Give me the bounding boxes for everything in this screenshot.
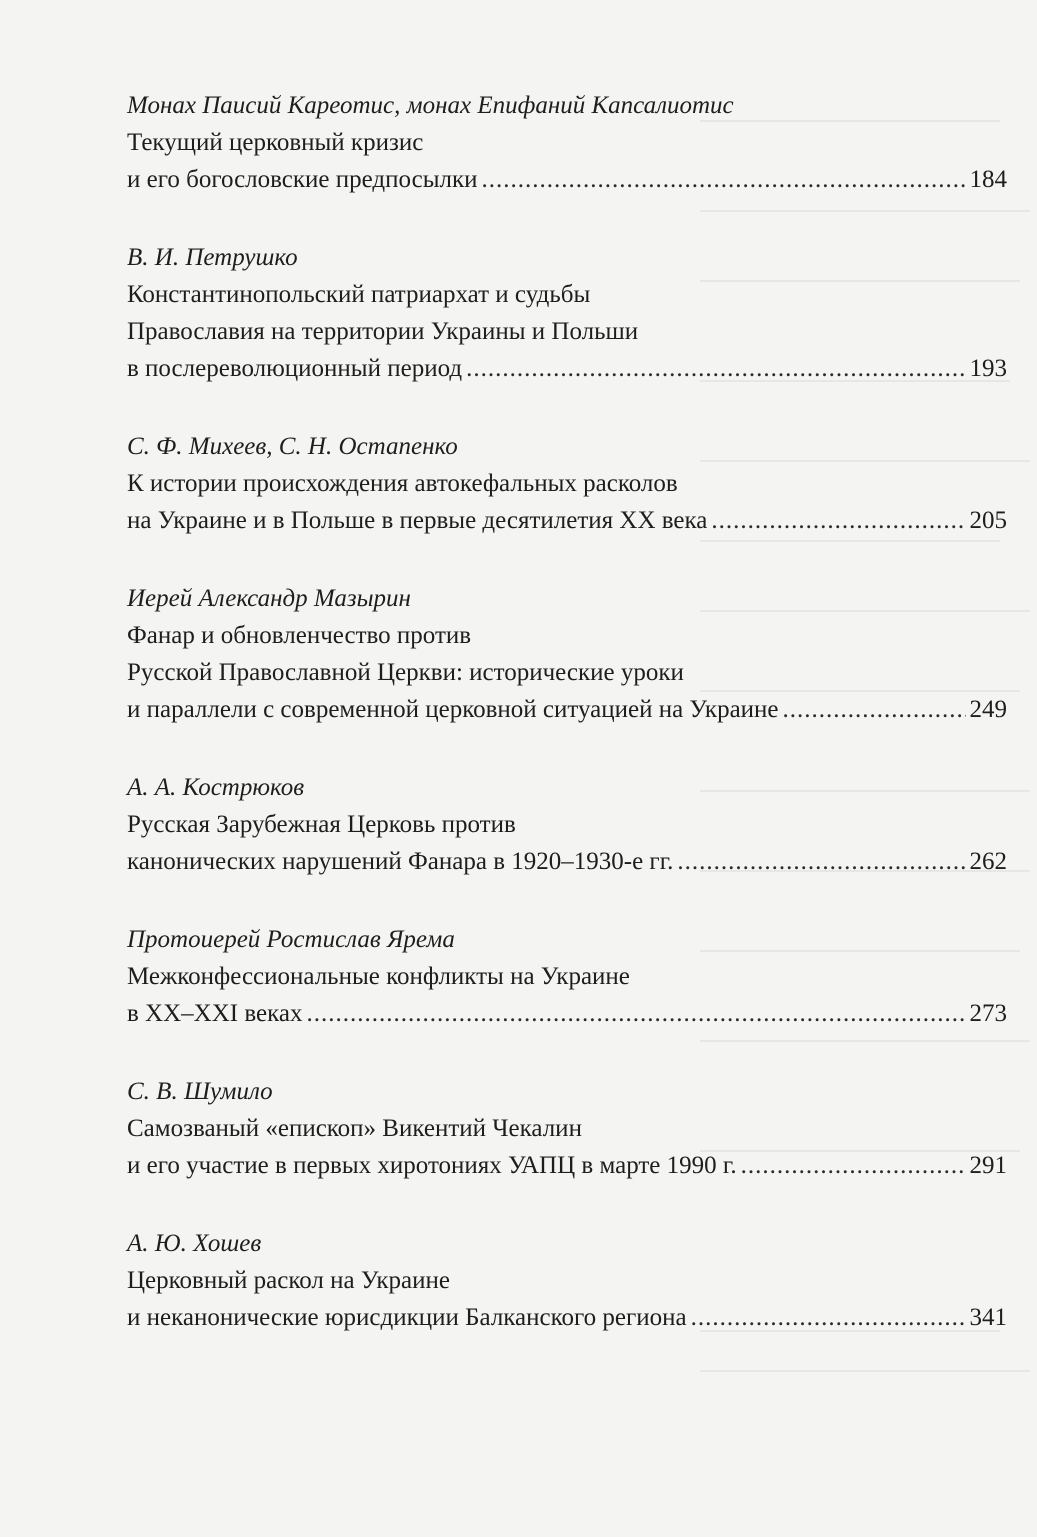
entry-author: Иерей Александр Мазырин <box>127 585 411 612</box>
entry-title-line: и его участие в первых хиротониях УАПЦ в марте 1990 г. <box>127 1152 737 1179</box>
page-number: 291 <box>969 1152 1007 1179</box>
page-number: 341 <box>969 1304 1007 1331</box>
entry-last-line <box>127 502 1007 539</box>
entry-author: Монах Паисий Кареотис, монах Епифаний Капсалиотис <box>127 92 734 119</box>
entry-author: С. В. Шумило <box>127 1078 273 1105</box>
dot-leader <box>306 995 965 1032</box>
entry-title-line: Церковный раскол на Украине <box>127 1267 450 1294</box>
entry-title-line: Самозваный «епископ» Викентий Чекалин <box>127 1115 582 1142</box>
entry-title-line: Межконфессиональные конфликты на Украине <box>127 963 630 990</box>
entry-last-line <box>127 350 1007 387</box>
dot-leader <box>691 1299 966 1336</box>
dot-leader <box>677 843 965 880</box>
entry-last-line <box>127 843 1007 880</box>
dot-leader <box>741 1147 966 1184</box>
entry-author: А. А. Кострюков <box>127 774 305 801</box>
entry-title-line: К истории происхождения автокефальных расколов <box>127 470 678 497</box>
toc-entry <box>127 429 1007 539</box>
entry-title-line: Православия на территории Украины и Польши <box>127 318 639 345</box>
page-number: 184 <box>969 166 1007 193</box>
page-number: 193 <box>969 355 1007 382</box>
dot-leader <box>482 161 966 198</box>
entry-title-line: и параллели с современной церковной ситуацией на Украине <box>127 696 779 723</box>
page-number: 273 <box>969 1000 1007 1027</box>
dot-leader <box>783 691 966 728</box>
page-number: 205 <box>969 507 1007 534</box>
entry-title-line: Константинопольский патриархат и судьбы <box>127 281 591 308</box>
entry-author: В. И. Петрушко <box>127 244 298 271</box>
entry-title-line: и неканонические юрисдикции Балканского региона <box>127 1304 687 1331</box>
table-of-contents <box>127 88 1007 1378</box>
toc-entry <box>127 1074 1007 1184</box>
entry-title-line: в послереволюционный период <box>127 355 463 382</box>
entry-last-line <box>127 691 1007 728</box>
entry-author: С. Ф. Михеев, С. Н. Остапенко <box>127 433 458 460</box>
page-number: 262 <box>969 848 1007 875</box>
toc-entry <box>127 770 1007 880</box>
toc-entry <box>127 240 1007 387</box>
entry-title-line: Русской Православной Церкви: исторические уроки <box>127 659 684 686</box>
entry-title-line: Фанар и обновленчество против <box>127 622 472 649</box>
dot-leader <box>466 350 965 387</box>
entry-title-line: канонических нарушений Фанара в 1920–1930-е гг. <box>127 848 674 875</box>
entry-last-line <box>127 161 1007 198</box>
entry-title-line: Текущий церковный кризис <box>127 129 424 156</box>
entry-last-line <box>127 995 1007 1032</box>
toc-entry <box>127 581 1007 728</box>
entry-title-line: в XX–XXI веках <box>127 1000 303 1027</box>
toc-entry <box>127 88 1007 198</box>
page-number: 249 <box>969 696 1007 723</box>
toc-entry <box>127 922 1007 1032</box>
entry-author: А. Ю. Хошев <box>127 1230 262 1257</box>
dot-leader <box>711 502 965 539</box>
entry-last-line <box>127 1147 1007 1184</box>
toc-entry <box>127 1226 1007 1336</box>
entry-title-line: и его богословские предпосылки <box>127 166 478 193</box>
entry-title-line: Русская Зарубежная Церковь против <box>127 811 516 838</box>
entry-last-line <box>127 1299 1007 1336</box>
entry-title-line: на Украине и в Польше в первые десятилетия XX века <box>127 507 708 534</box>
entry-author: Протоиерей Ростислав Ярема <box>127 926 455 953</box>
